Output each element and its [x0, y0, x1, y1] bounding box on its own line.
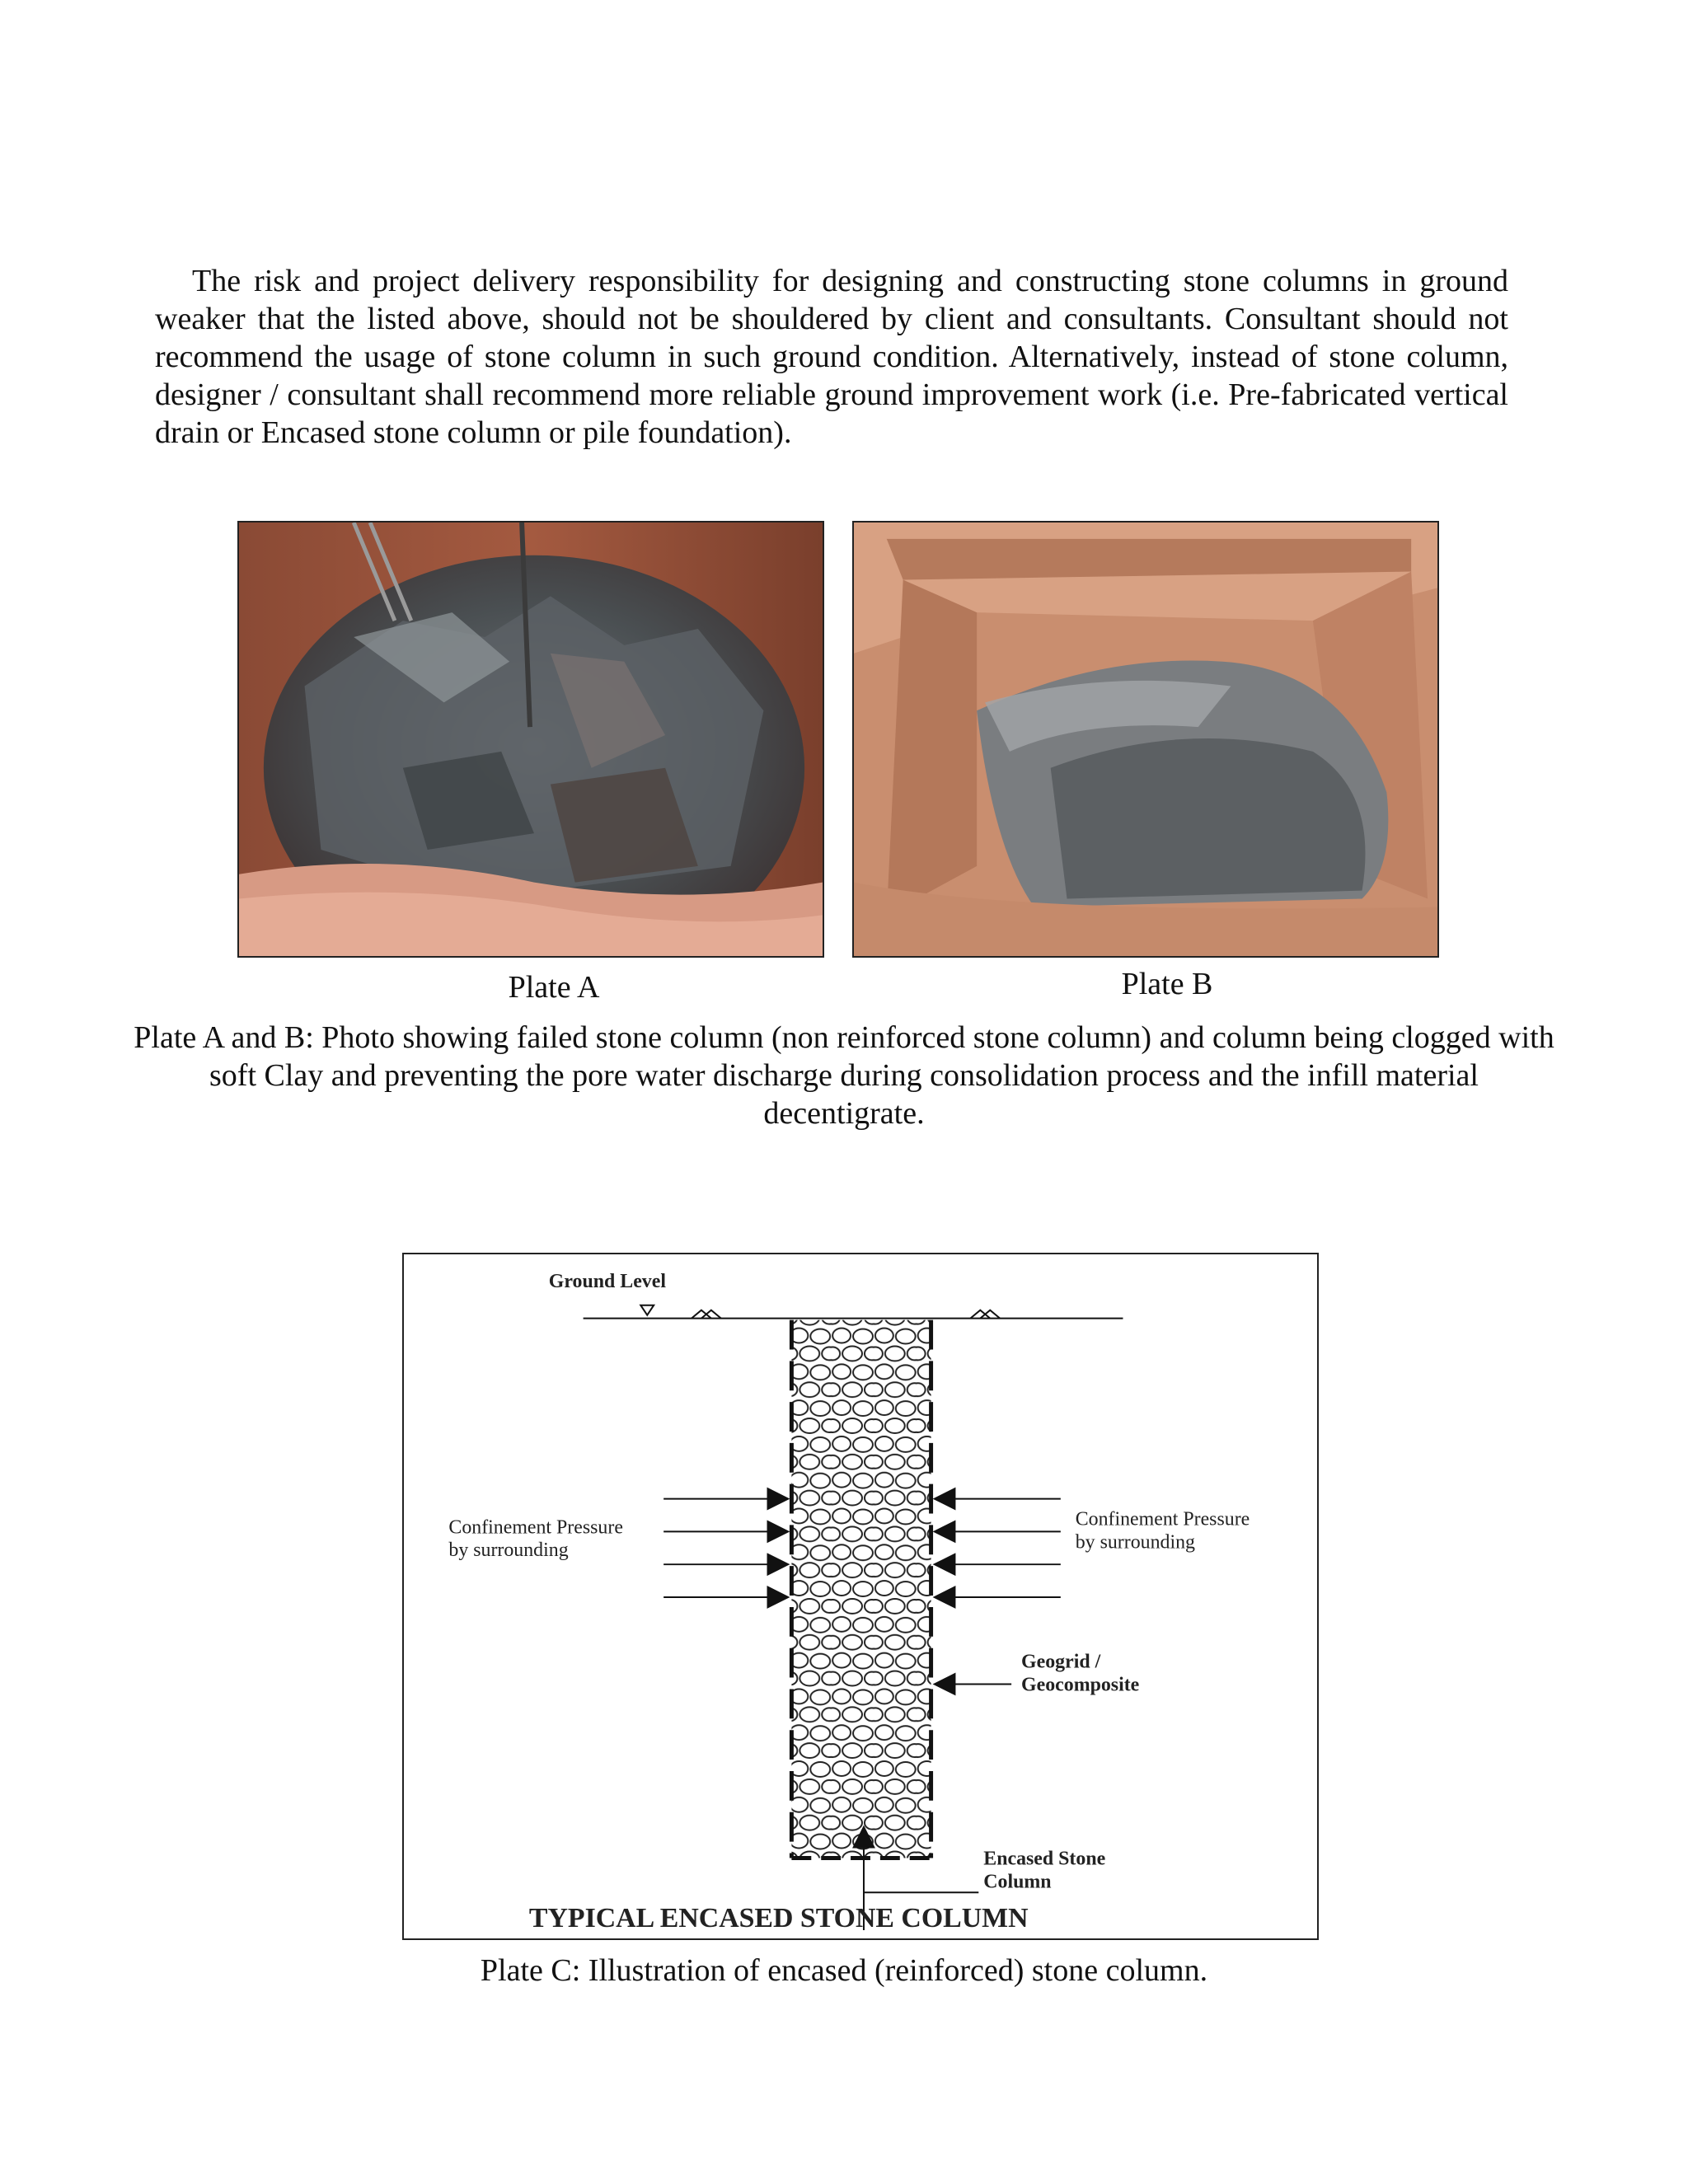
diagram-title: TYPICAL ENCASED STONE COLUMN	[528, 1903, 1029, 1934]
plate-c-caption: Plate C: Illustration of encased (reinforced) stone column.	[480, 1953, 1208, 1988]
plate-b-label: Plate B	[1121, 967, 1213, 1001]
encased-label-1: Encased Stone	[983, 1848, 1106, 1870]
body-paragraph: The risk and project delivery responsibility for designing and constructing stone columns in ground weaker that the listed above, should not be shouldered by client and consultants. Consultant should not recommend the usage of stone column in such ground condition. Alternatively, instead of stone column, designer / consultant shall recommend more reliable ground improvement work (i.e. Pre-fabricated vertical drain or Encased stone column or pile foundation).	[155, 264, 1508, 450]
plate-a-image	[239, 523, 823, 956]
ground-level-label: Ground Level	[548, 1270, 666, 1292]
plate-b-photo	[852, 521, 1439, 958]
left-pressure-label-1: Confinement Pressure	[448, 1516, 623, 1539]
stone-column	[791, 1320, 931, 1858]
right-pressure-label-2: by surrounding	[1075, 1531, 1195, 1554]
diagram-svg	[404, 1254, 1317, 1938]
plate-a-photo	[237, 521, 824, 958]
plate-a-label: Plate A	[508, 970, 600, 1005]
encased-stone-column-diagram	[402, 1253, 1319, 1940]
left-pressure-arrows	[663, 1499, 786, 1597]
ground-hatch-left	[692, 1310, 721, 1319]
geogrid-label-1: Geogrid /	[1021, 1651, 1101, 1673]
encased-label-2: Column	[983, 1871, 1052, 1893]
geogrid-label-2: Geocomposite	[1021, 1674, 1140, 1696]
ground-hatch-right	[970, 1310, 1000, 1319]
right-pressure-arrows	[936, 1499, 1061, 1597]
plate-ab-caption: Plate A and B: Photo showing failed stone column (non reinforced stone column) and column being clogged with soft Clay and preventing the pore water discharge during consolidation process and the infill material decentigrate.	[134, 1020, 1554, 1131]
plate-b-image	[854, 523, 1437, 956]
right-pressure-label-1: Confinement Pressure	[1075, 1508, 1250, 1530]
left-pressure-label-2: by surrounding	[448, 1540, 569, 1562]
ground-level-symbol	[640, 1305, 654, 1315]
